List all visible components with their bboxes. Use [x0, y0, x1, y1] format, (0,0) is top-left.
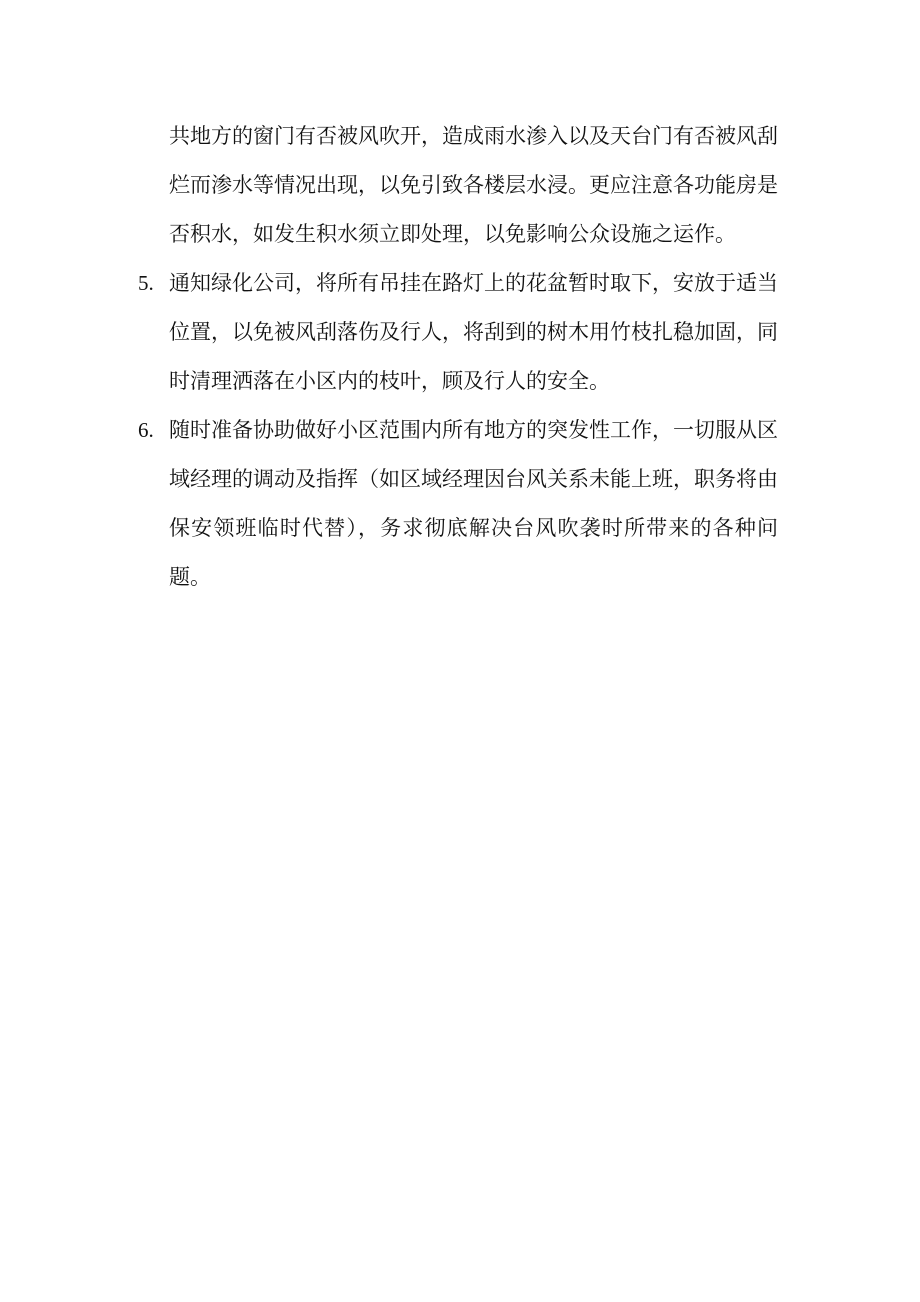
paragraph-text: 随时准备协助做好小区范围内所有地方的突发性工作，一切服从区域经理的调动及指挥（如区域经理因台风关系未能上班，职务将由保安领班临时代替），务求彻底解决台风吹袭时所带来的各种问题。	[169, 418, 778, 589]
paragraph-text: 通知绿化公司，将所有吊挂在路灯上的花盆暂时取下，安放于适当位置，以免被风刮落伤及行人，将刮到的树木用竹枝扎稳加固，同时清理洒落在小区内的枝叶，顾及行人的安全。	[169, 271, 778, 393]
document-body	[138, 112, 778, 602]
paragraph-continuation	[138, 112, 778, 259]
list-number: 6.	[138, 418, 154, 442]
list-item-5	[138, 259, 778, 406]
paragraph-text: 共地方的窗门有否被风吹开，造成雨水渗入以及天台门有否被风刮烂而渗水等情况出现，以免引致各楼层水浸。更应注意各功能房是否积水，如发生积水须立即处理，以免影响公众设施之运作。	[169, 124, 778, 246]
list-number: 5.	[138, 271, 154, 295]
list-item-6	[138, 406, 778, 602]
